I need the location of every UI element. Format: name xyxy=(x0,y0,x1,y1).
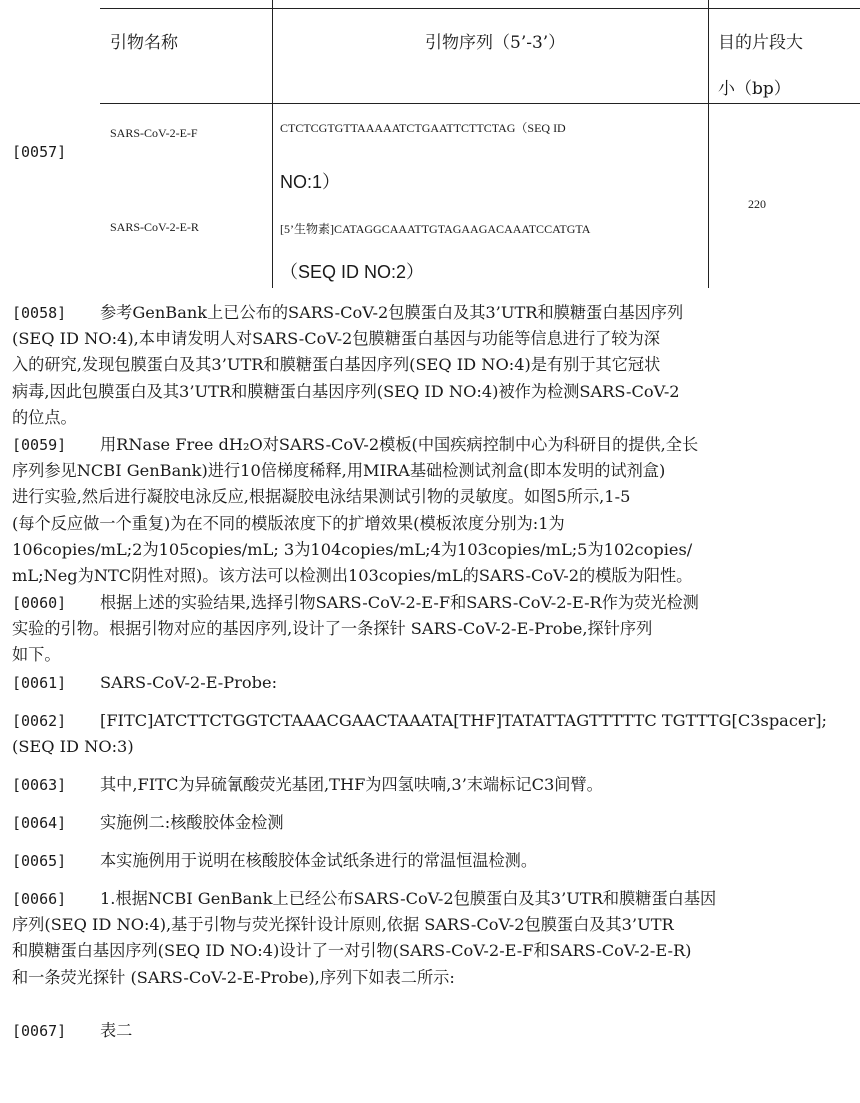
paragraph-line: (SEQ ID NO:3) xyxy=(12,737,134,757)
primer-r-name: SARS-CoV-2-E-R xyxy=(110,220,199,234)
target-size: 220 xyxy=(748,197,766,211)
paragraph-tag: [0059] xyxy=(12,436,67,454)
paragraph-line: 序列参见NCBI GenBank)进行10倍梯度稀释,用MIRA基础检测试剂盒(即本发明的试剂盒) xyxy=(12,461,666,481)
paragraph-line: 1.根据NCBI GenBank上已经公布SARS-CoV-2包膜蛋白及其3’UTR和膜糖蛋白基因 xyxy=(100,889,717,908)
paragraph-line: mL;Neg为NTC阴性对照)。该方法可以检测出103copies/mL的SARS-CoV-2的模版为阳性。 xyxy=(12,566,693,586)
paragraph-line: 本实施例用于说明在核酸胶体金试纸条进行的常温恒温检测。 xyxy=(100,851,538,870)
primer-f-sequence-tail: NO:1） xyxy=(280,172,341,192)
paragraph-tag: [0064] xyxy=(12,814,67,832)
header-size-line1: 目的片段大 xyxy=(718,33,803,53)
paragraph-line: 的位点。 xyxy=(12,407,77,427)
paragraph-0063 xyxy=(12,772,848,798)
paragraph-0061 xyxy=(12,670,848,696)
primer-f-name: SARS-CoV-2-E-F xyxy=(110,126,198,140)
header-primer-name: 引物名称 xyxy=(110,33,178,53)
header-primer-seq: 引物序列（5’-3’） xyxy=(425,33,566,53)
table-divider-2 xyxy=(708,0,709,288)
paragraph-0066 xyxy=(12,886,848,991)
paragraph-line: 根据上述的实验结果,选择引物SARS-CoV-2-E-F和SARS-CoV-2-E-R作为荧光检测 xyxy=(100,593,699,612)
paragraph-tag: [0058] xyxy=(12,304,67,322)
paragraph-0060 xyxy=(12,590,848,669)
header-size-line2: 小（bp） xyxy=(718,79,791,99)
paragraph-line: SARS-CoV-2-E-Probe: xyxy=(100,673,278,692)
paragraph-line: 实验的引物。根据引物对应的基因序列,设计了一条探针 SARS-CoV-2-E-Probe,探针序列 xyxy=(12,619,653,639)
paragraph-tag: [0065] xyxy=(12,852,67,870)
paragraph-line: 和膜糖蛋白基因序列(SEQ ID NO:4)设计了一对引物(SARS-CoV-2-E-F和SARS-CoV-2-E-R) xyxy=(12,941,692,961)
paragraph-line: (SEQ ID NO:4),本申请发明人对SARS-CoV-2包膜糖蛋白基因与功能等信息进行了较为深 xyxy=(12,329,660,349)
paragraph-tag-0057: [0057] xyxy=(12,143,67,161)
paragraph-0065 xyxy=(12,848,848,874)
paragraph-line: 用RNase Free dH₂O对SARS-CoV-2模板(中国疾病控制中心为科研目的提供,全长 xyxy=(100,435,699,454)
paragraph-tag: [0061] xyxy=(12,674,67,692)
paragraph-line: 和一条荧光探针 (SARS-CoV-2-E-Probe),序列下如表二所示: xyxy=(12,967,455,987)
paragraph-line: [FITC]ATCTTCTGGTCTAAACGAACTAAATA[THF]TATATTAGTTTTTC TGTTTG[C3spacer]; xyxy=(100,711,827,730)
table-header-rule xyxy=(100,103,860,104)
primer-table xyxy=(100,0,860,288)
paragraph-0062 xyxy=(12,708,848,760)
paragraph-line: 如下。 xyxy=(12,645,61,665)
paragraph-line: 实施例二:核酸胶体金检测 xyxy=(100,813,284,832)
paragraph-line: (每个反应做一个重复)为在不同的模版浓度下的扩增效果(模板浓度分别为:1为 xyxy=(12,513,565,533)
paragraph-tag: [0060] xyxy=(12,594,67,612)
paragraph-line: 序列(SEQ ID NO:4),基于引物与荧光探针设计原则,依据 SARS-CoV-2包膜蛋白及其3’UTR xyxy=(12,915,674,935)
primer-r-sequence-tail: （SEQ ID NO:2） xyxy=(280,262,425,282)
paragraph-line: 其中,FITC为异硫氰酸荧光基团,THF为四氢呋喃,3’末端标记C3间臂。 xyxy=(100,775,603,794)
paragraph-tag: [0066] xyxy=(12,890,67,908)
paragraph-0064 xyxy=(12,810,848,836)
paragraph-line: 进行实验,然后进行凝胶电泳反应,根据凝胶电泳结果测试引物的灵敏度。如图5所示,1-5 xyxy=(12,487,631,507)
primer-f-sequence: CTCTCGTGTTAAAAATCTGAATTCTTCTAG（SEQ ID xyxy=(280,121,566,135)
paragraph-line: 病毒,因此包膜蛋白及其3’UTR和膜糖蛋白基因序列(SEQ ID NO:4)被作为检测SARS-CoV-2 xyxy=(12,381,680,401)
primer-r-sequence: [5’生物素]CATAGGCAAATTGTAGAAGACAAATCCATGTA xyxy=(280,222,591,236)
paragraph-tag: [0067] xyxy=(12,1022,67,1040)
paragraph-line: 106copies/mL;2为105copies/mL; 3为104copies/mL;4为103copies/mL;5为102copies/ xyxy=(12,539,693,559)
paragraph-0059 xyxy=(12,432,848,589)
paragraph-line: 表二 xyxy=(100,1021,133,1040)
paragraph-0067 xyxy=(12,1018,848,1044)
paragraph-line: 参考GenBank上已公布的SARS-CoV-2包膜蛋白及其3’UTR和膜糖蛋白基因序列 xyxy=(100,303,684,322)
paragraph-tag: [0063] xyxy=(12,776,67,794)
table-top-rule xyxy=(100,8,860,9)
paragraph-line: 入的研究,发现包膜蛋白及其3’UTR和膜糖蛋白基因序列(SEQ ID NO:4)是有别于其它冠状 xyxy=(12,355,661,375)
table-divider-1 xyxy=(272,0,273,288)
paragraph-0058 xyxy=(12,300,848,431)
paragraph-tag: [0062] xyxy=(12,712,67,730)
